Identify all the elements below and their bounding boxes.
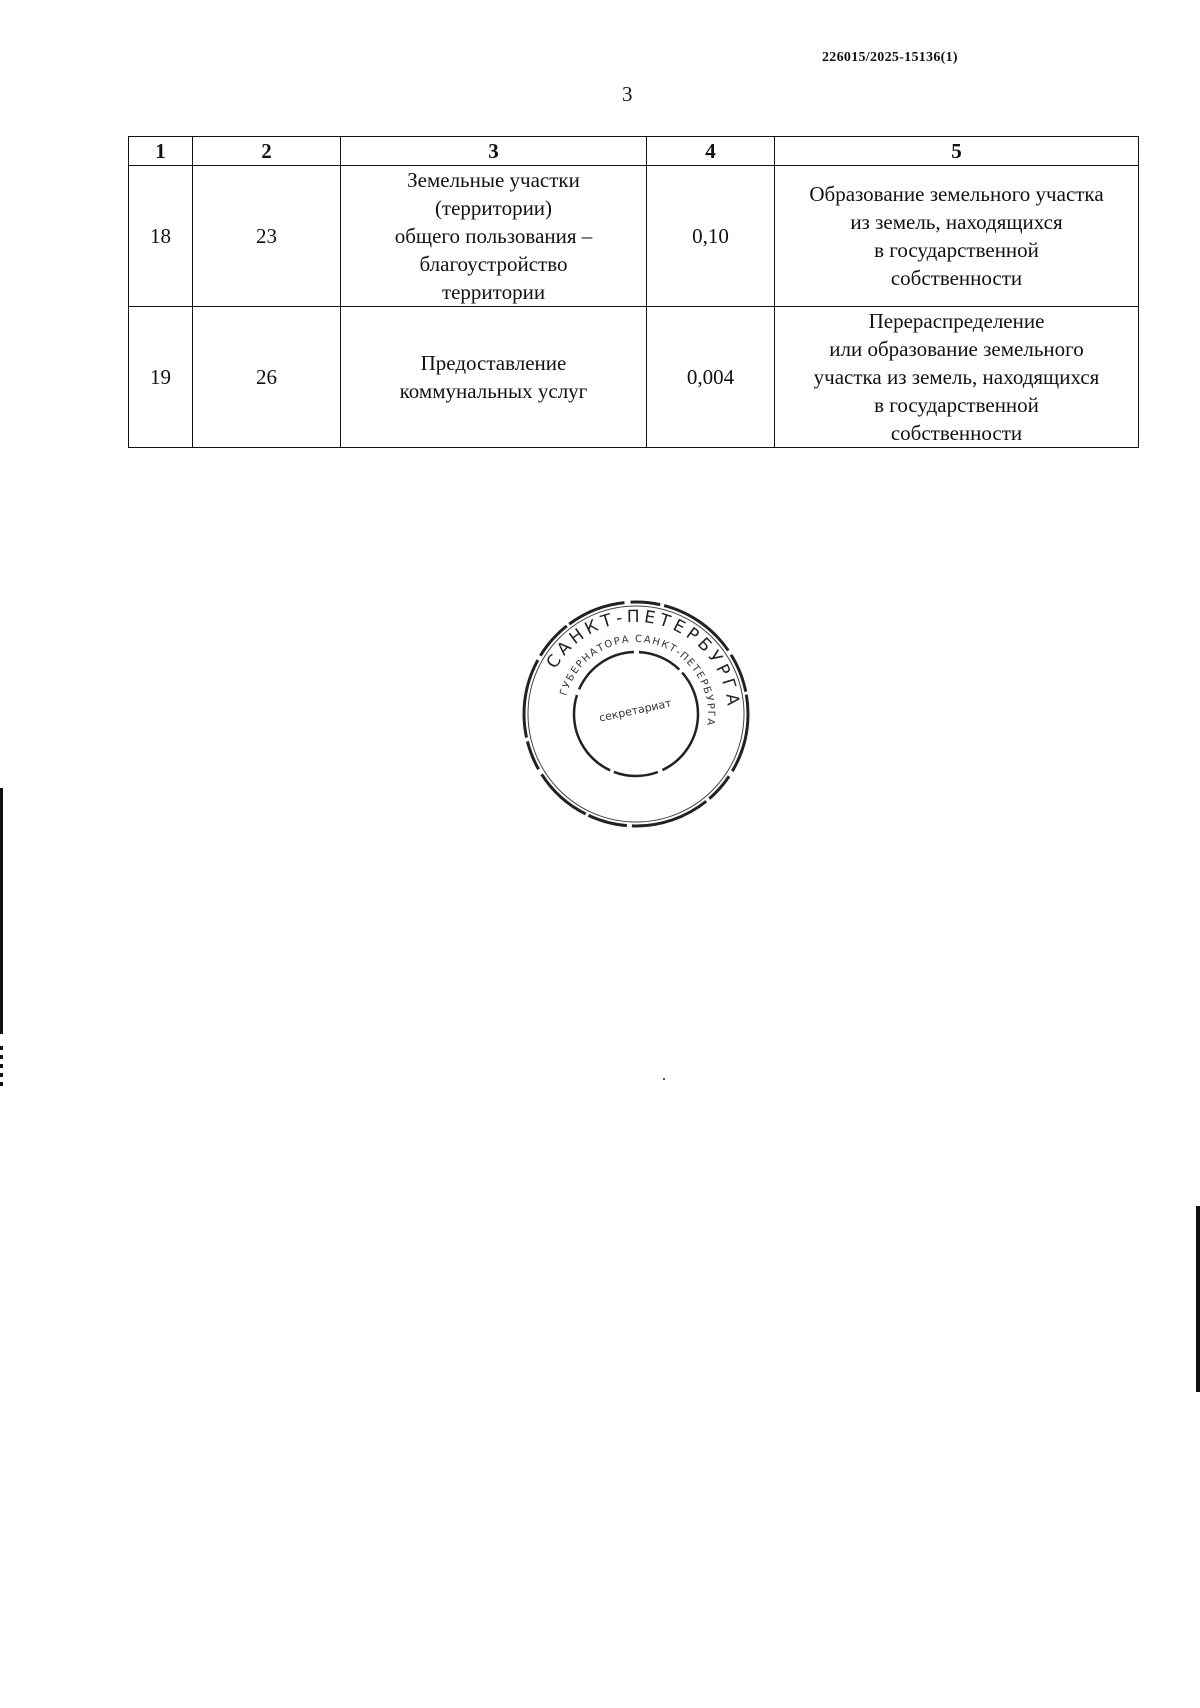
official-stamp <box>518 596 754 832</box>
stamp-center-text: секретариат <box>597 696 673 725</box>
column-header-5: 5 <box>775 137 1139 166</box>
cell-method: Образование земельного участка из земель, находящихся в государственной собственности <box>775 166 1139 307</box>
data-table <box>128 136 1139 448</box>
cell-number: 19 <box>129 307 193 448</box>
scan-edge-mark <box>1196 1206 1200 1392</box>
stamp-ring-text: САНКТ-ПЕТЕРБУРГА <box>542 606 744 711</box>
cell-area: 0,004 <box>647 307 775 448</box>
cell-purpose: Земельные участки (территории) общего пользования – благоустройство территории <box>341 166 647 307</box>
cell-code: 23 <box>193 166 341 307</box>
scan-edge-mark <box>0 788 3 1034</box>
cell-purpose: Предоставление коммунальных услуг <box>341 307 647 448</box>
document-number: 226015/2025-15136(1) <box>822 50 958 65</box>
stamp-inner-text: ГУБЕРНАТОРА САНКТ-ПЕТЕРБУРГА <box>558 633 717 728</box>
table-row <box>129 307 1139 448</box>
cell-method: Перераспределение или образование земельного участка из земель, находящихся в государственной собственности <box>775 307 1139 448</box>
column-header-1: 1 <box>129 137 193 166</box>
cell-number: 18 <box>129 166 193 307</box>
column-header-3: 3 <box>341 137 647 166</box>
table-header-row <box>129 137 1139 166</box>
table-row <box>129 166 1139 307</box>
cell-area: 0,10 <box>647 166 775 307</box>
column-header-2: 2 <box>193 137 341 166</box>
scan-edge-ticks <box>0 1046 3 1086</box>
column-header-4: 4 <box>647 137 775 166</box>
page-number: 3 <box>622 82 633 106</box>
scan-speck <box>663 1078 665 1080</box>
cell-code: 26 <box>193 307 341 448</box>
